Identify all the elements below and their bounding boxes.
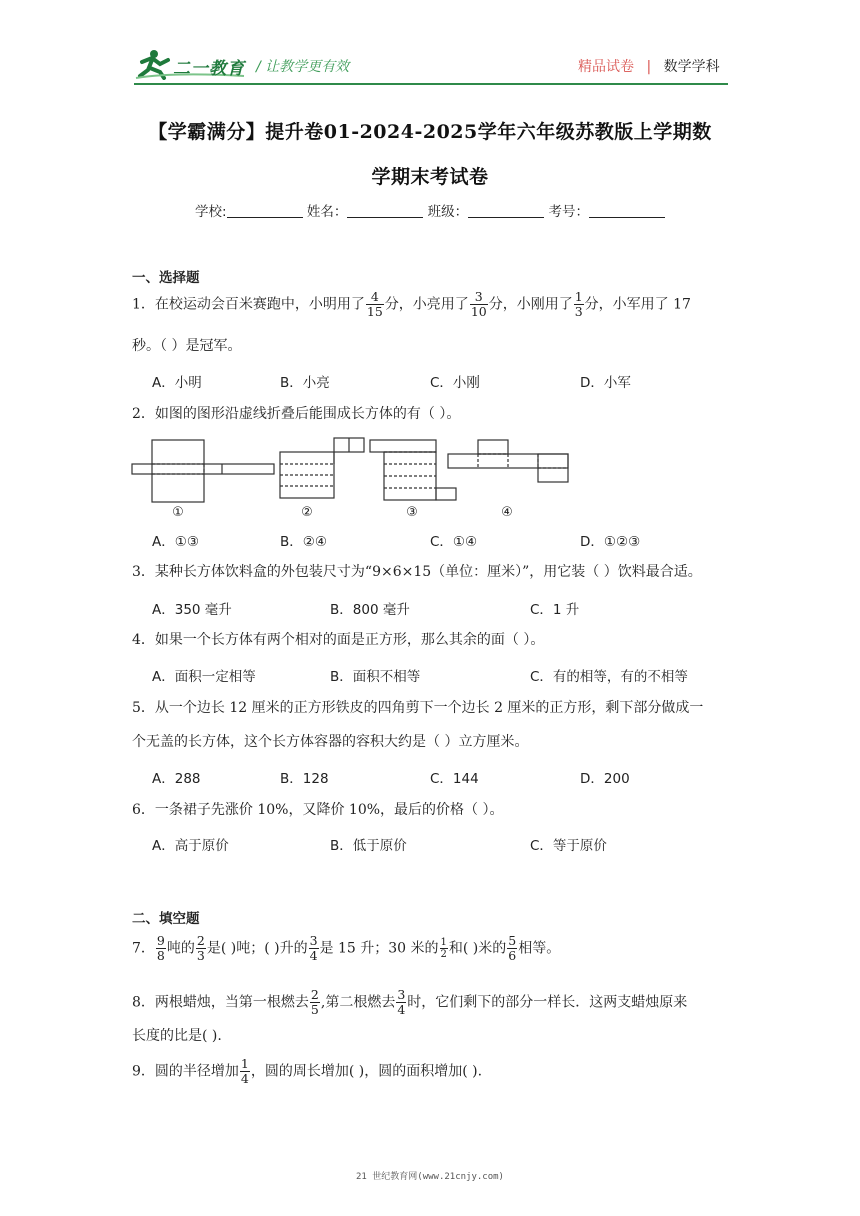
q1-option-a[interactable]: A．小明 [152,375,202,391]
question-4-text: 4．如果一个长方体有两个相对的面是正方形，那么其余的面（ ）。 [132,632,545,648]
q1-fraction-1: $\frac{4}{15}$ [366,289,383,319]
net-label-1: ① [172,505,184,520]
q6-option-c[interactable]: C．等于原价 [530,838,607,854]
question-2-text: 2．如图的图形沿虚线折叠后能围成长方体的有（ ）。 [132,406,461,422]
q5-option-c[interactable]: C．144 [430,771,479,787]
exam-no-label: 考号： [548,204,589,220]
net-label-4: ④ [501,505,513,520]
q7-fraction-4: $\frac{1}{2}$ [440,937,447,960]
q1-option-c[interactable]: C．小刚 [430,375,480,391]
brand-logo-text: 二一教育 [173,59,245,79]
question-7-text: 7． $\frac{9}{8}$ 吨的 $\frac{2}{3}$ 是( )吨；( )升的 $\frac{3}{4}$ 是 15 升；30 米的 $\frac{1}{2}$ 和( )米的 $\frac{5}{6}$ 相等。 [132,933,561,963]
question-5-line1: 5．从一个边长 12 厘米的正方形铁皮的四角剪下一个边长 2 厘米的正方形，剩下部分做成一 [132,700,704,716]
q4-option-a[interactable]: A．面积一定相等 [152,669,256,685]
q1-fraction-2: $\frac{3}{10}$ [470,289,487,319]
section-heading-fill: 二、填空题 [132,911,200,927]
q7-fraction-2: $\frac{2}{3}$ [196,933,205,963]
question-1-line2: 秒。（ ）是冠军。 [132,338,242,354]
q5-option-a[interactable]: A．288 [152,771,201,787]
header-divider [134,83,728,85]
school-label: 学校: [195,204,227,220]
q4-option-b[interactable]: B．面积不相等 [330,669,421,685]
q3-option-b[interactable]: B．800 毫升 [330,602,410,618]
q1-fraction-3: $\frac{1}{3}$ [574,289,583,319]
header-tag-premium: 精品试卷 [578,59,634,75]
question-9-text: 9．圆的半径增加 $\frac{1}{4}$ ，圆的周长增加( )，圆的面积增加( ). [132,1056,483,1086]
question-3-text: 3．某种长方体饮料盒的外包装尺寸为“9×6×15（单位：厘米）”，用它装（ ）饮料最合适。 [132,564,702,580]
section-heading-choice: 一、选择题 [132,270,200,286]
question-1-line1 [132,290,691,319]
page-title-line2: 学期末考试卷 [371,166,489,188]
q8-fraction-1: $\frac{2}{5}$ [310,987,319,1017]
q3-option-c[interactable]: C．1 升 [530,602,580,618]
school-blank[interactable] [227,204,303,218]
q6-option-b[interactable]: B．低于原价 [330,838,407,854]
q2-option-c[interactable]: C．①④ [430,534,478,550]
q6-option-a[interactable]: A．高于原价 [152,838,229,854]
question-8-line2: 长度的比是( ). [132,1028,222,1044]
q8-fraction-2: $\frac{3}{4}$ [397,987,406,1017]
q7-fraction-5: $\frac{5}{6}$ [508,933,517,963]
name-label: 姓名： [306,204,348,220]
page-footer: 21 世纪教育网(www.21cnjy.com) [356,1172,504,1182]
q2-option-a[interactable]: A．①③ [152,534,199,550]
q1-option-b[interactable]: B．小亮 [280,375,330,391]
q2-option-d[interactable]: D．①②③ [580,534,641,550]
q1-text-d: 分，小军用了 17 [584,296,691,313]
brand-slogan: / 让教学更有效 [256,59,350,75]
q3-option-a[interactable]: A．350 毫升 [152,602,232,618]
q2-cube-nets-figure [130,436,576,520]
q9-fraction-1: $\frac{1}{4}$ [240,1056,249,1086]
q5-option-b[interactable]: B．128 [280,771,329,787]
question-8-line1: 8．两根蜡烛，当第一根燃去 $\frac{2}{5}$ ,第二根燃去 $\frac{3}{4}$ 时，它们剩下的部分一样长．这两支蜡烛原来 [132,987,688,1017]
class-blank[interactable] [468,204,544,218]
q5-option-d[interactable]: D．200 [580,771,630,787]
net-label-3: ③ [406,505,418,520]
exam-no-blank[interactable] [589,204,665,218]
header-separator: | [646,59,652,75]
q7-fraction-3: $\frac{3}{4}$ [309,933,318,963]
question-6-text: 6．一条裙子先涨价 10%，又降价 10%，最后的价格（ ）。 [132,802,504,818]
name-blank[interactable] [347,204,423,218]
net-label-2: ② [301,505,313,520]
q1-text-c: 分，小刚用了 [488,296,573,313]
student-info [120,200,740,220]
page-title-line1: 【学霸满分】提升卷01-2024-2025学年六年级苏教版上学期数 [148,121,712,143]
class-label: 班级： [427,204,469,220]
q1-text-b: 分，小亮用了 [384,296,469,313]
q4-option-c[interactable]: C．有的相等，有的不相等 [530,669,688,685]
question-5-line2: 个无盖的长方体，这个长方体容器的容积大约是（ ）立方厘米。 [132,734,529,750]
header-tag-subject: 数学学科 [663,59,720,75]
q1-option-d[interactable]: D．小军 [580,375,631,391]
q2-option-b[interactable]: B．②④ [280,534,327,550]
header-right [578,56,720,76]
q7-fraction-1: $\frac{9}{8}$ [156,933,165,963]
q1-text-a: 1．在校运动会百米赛跑中，小明用了 [132,296,365,313]
